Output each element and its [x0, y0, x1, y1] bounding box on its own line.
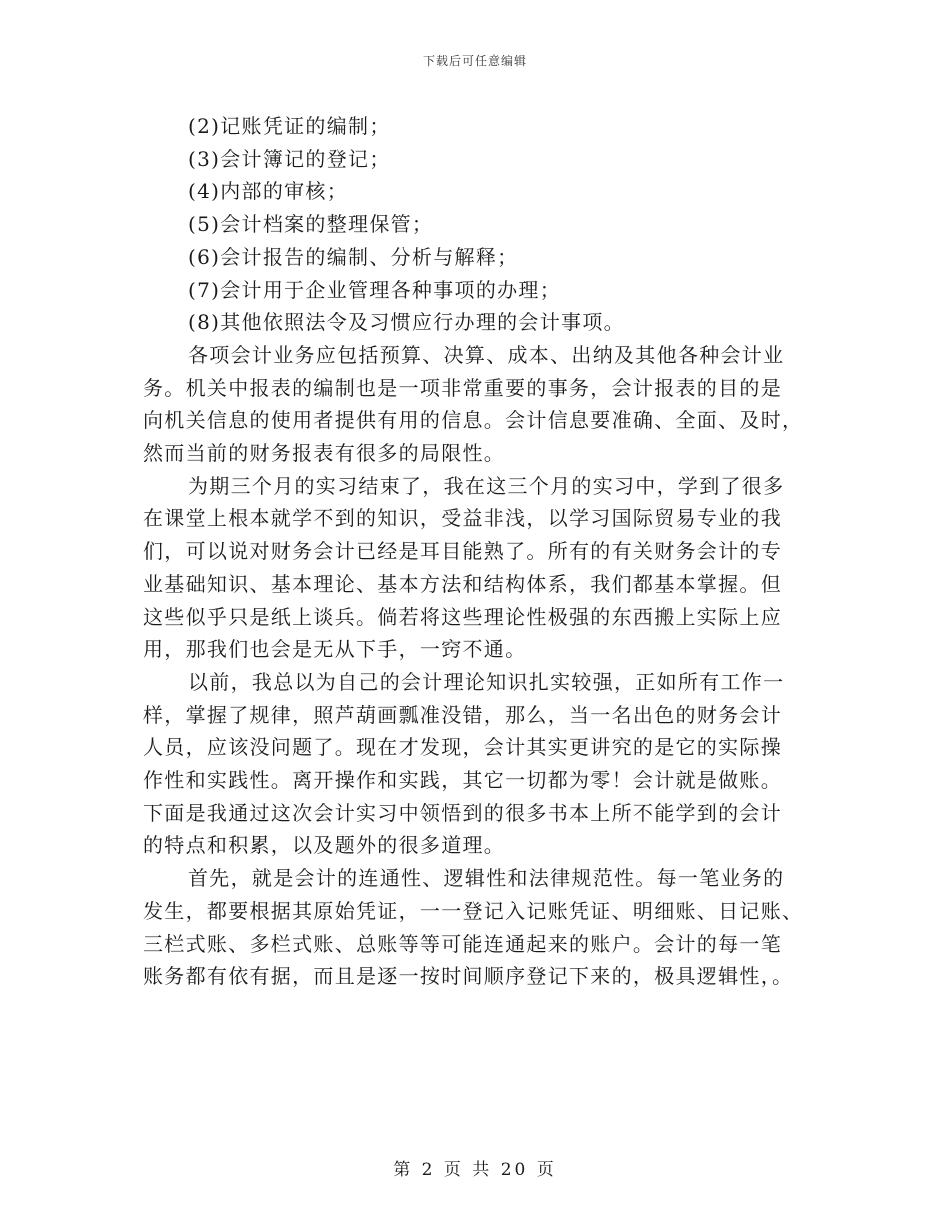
paragraph-line: 样，掌握了规律，照芦葫画瓢准没错，那么，当一名出色的财务会计 — [143, 702, 782, 727]
paragraph-line: 然而当前的财务报表有很多的局限性。 — [143, 441, 506, 466]
document-body — [143, 110, 815, 993]
paragraph-line: 们，可以说对财务会计已经是耳目能熟了。所有的有关财务会计的专 — [143, 539, 782, 564]
paragraph-line: 账务都有依有据，而且是逐一按时间顺序登记下来的，极具逻辑性，。 — [143, 964, 794, 989]
paragraph-line: 作性和实践性。离开操作和实践，其它一切都为零！会计就是做账。 — [143, 768, 782, 793]
paragraph-line: 三栏式账、多栏式账、总账等等可能连通起来的账户。会计的每一笔 — [143, 931, 782, 956]
paragraph-line: 以前，我总以为自己的会计理论知识扎实较强，正如所有工作一 — [188, 669, 785, 694]
paragraph-line: 发生，都要根据其原始凭证，一一登记入记账凭证、明细账、日记账、 — [143, 898, 804, 923]
paragraph-line: 的特点和积累，以及题外的很多道理。 — [143, 833, 506, 858]
paragraph-line: 下面是我通过这次会计实习中领悟到的很多书本上所不能学到的会计 — [143, 800, 782, 825]
page-number: 第 2 页 共 20 页 — [393, 1160, 557, 1180]
paragraph-line: 各项会计业务应包括预算、决算、成本、出纳及其他各种会计业 — [188, 342, 785, 367]
paragraph-line: 首先，就是会计的连通性、逻辑性和法律规范性。每一笔业务的 — [188, 866, 785, 891]
list-item: (7)会计用于企业管理各种事项的办理； — [188, 277, 562, 302]
paragraph — [143, 862, 815, 993]
list-item: (4)内部的审核； — [188, 179, 349, 204]
paragraph-line: 为期三个月的实习结束了，我在这三个月的实习中，学到了很多 — [188, 473, 785, 498]
paragraph-line: 在课堂上根本就学不到的知识，受益非浅，以学习国际贸易专业的我 — [143, 506, 782, 531]
list-item: (6)会计报告的编制、分析与解释； — [188, 244, 519, 269]
list-item: (2)记账凭证的编制； — [188, 114, 391, 138]
paragraph — [143, 666, 815, 862]
paragraph — [143, 470, 815, 666]
paragraph-line: 用，那我们也会是无从下手，一窍不通。 — [143, 637, 527, 662]
paragraph-line: 务。机关中报表的编制也是一项非常重要的事务，会计报表的目的是 — [143, 375, 782, 400]
list-item: (5)会计档案的整理保管； — [188, 212, 434, 237]
paragraph-line: 这些似乎只是纸上谈兵。倘若将这些理论性极强的东西搬上实际上应 — [143, 604, 782, 629]
list-item: (3)会计簿记的登记； — [188, 146, 391, 171]
list-item: (8)其他依照法令及习惯应行办理的会计事项。 — [188, 310, 625, 335]
paragraph-line: 业基础知识、基本理论、基本方法和结构体系，我们都基本掌握。但 — [143, 571, 782, 596]
paragraph-line: 向机关信息的使用者提供有用的信息。会计信息要准确、全面、及时， — [143, 408, 804, 433]
paragraph — [143, 339, 815, 470]
page-header: 下载后可任意编辑 — [422, 54, 527, 68]
paragraph-line: 人员，应该没问题了。现在才发现，会计其实更讲究的是它的实际操 — [143, 735, 782, 760]
